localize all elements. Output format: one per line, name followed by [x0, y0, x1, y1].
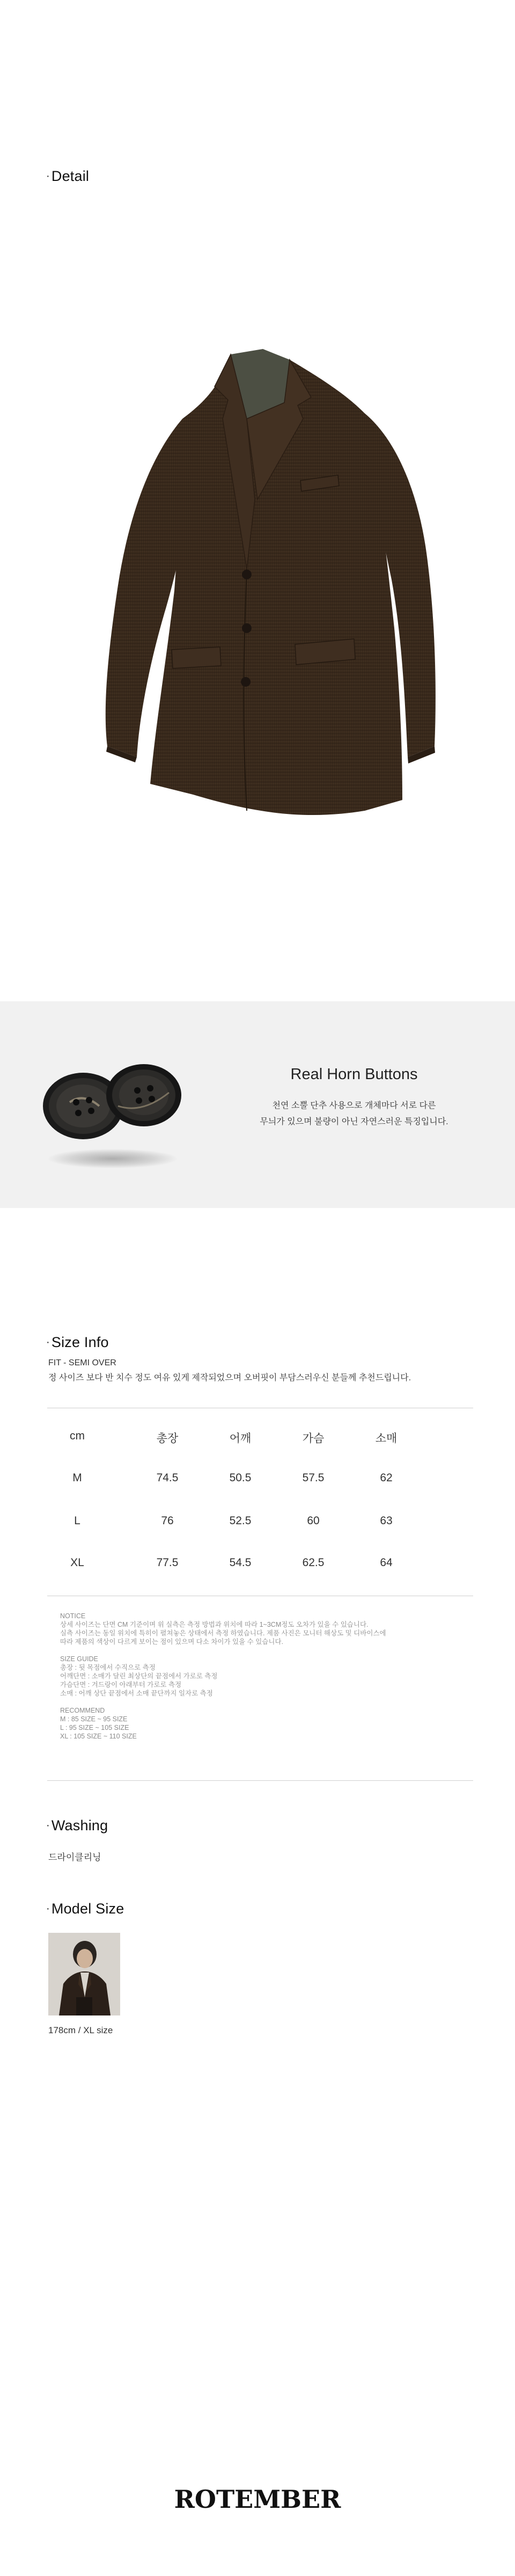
- horn-buttons-desc-line2: 무늬가 있으며 불량이 아닌 자연스러운 특징입니다.: [260, 1117, 448, 1126]
- table-cell: 76: [161, 1515, 174, 1527]
- notice-line: 소매 : 어깨 상단 끝점에서 소매 끝단까지 일자로 측정: [60, 1690, 213, 1697]
- notice-line: 상세 사이즈는 단면 CM 기준이며 위 실측은 측정 방법과 위치에 따라 1~3CM정도 오차가 있을 수 있습니다.: [60, 1621, 369, 1628]
- table-cell: 77.5: [156, 1556, 179, 1569]
- detail-title: Detail: [51, 168, 90, 184]
- model-photo: [48, 1933, 120, 2015]
- notice-line: 따라 제품의 색상이 다르게 보이는 점이 있으며 다소 차이가 있을 수 있습니다.: [60, 1638, 284, 1646]
- horn-buttons-description: [236, 1098, 472, 1130]
- table-header-sleeve: 소매: [375, 1432, 398, 1445]
- fit-description: 정 사이즈 보다 반 치수 정도 여유 있게 제작되었으며 오버핏이 부담스러우신 분들께 추천드립니다.: [48, 1373, 411, 1382]
- model-size-title: Model Size: [51, 1901, 124, 1917]
- table-header-cm: cm: [70, 1430, 85, 1442]
- notice-line: 실측 사이즈는 동일 위치에 특히이 펼쳐놓은 상태에서 측정 하였습니다. 제품 사진은 모니터 해상도 및 디바이스에: [60, 1629, 386, 1637]
- table-cell: 62: [380, 1472, 393, 1484]
- detail-heading: · Detail: [46, 168, 90, 184]
- table-header-chest: 가슴: [302, 1432, 325, 1445]
- notice-spacer: [60, 1698, 446, 1706]
- notice-line: 총장 : 뒷 목점에서 수직으로 측정: [60, 1664, 156, 1671]
- brand-logo: ROTEMBER: [174, 2485, 341, 2514]
- notice-line: 어깨단면 : 소매가 달린 최상단의 끝점에서 가로로 측정: [60, 1672, 218, 1680]
- jacket-product-image: [86, 338, 440, 838]
- notice-line: 가슴단면 : 겨드랑이 아래부터 가로로 측정: [60, 1681, 182, 1689]
- notice-line: RECOMMEND: [60, 1707, 105, 1714]
- divider: [47, 1780, 473, 1781]
- washing-heading: · Washing: [46, 1817, 108, 1833]
- washing-text: 드라이클리닝: [48, 1852, 101, 1862]
- notice-spacer: [60, 1646, 446, 1655]
- table-cell: 62.5: [302, 1556, 325, 1569]
- table-cell: 57.5: [302, 1472, 325, 1484]
- horn-buttons-image: [32, 1055, 193, 1146]
- notice-line: M : 85 SIZE ~ 95 SIZE: [60, 1715, 128, 1723]
- size-notice: [60, 1612, 446, 1741]
- notice-line: L : 95 SIZE ~ 105 SIZE: [60, 1724, 129, 1731]
- washing-title: Washing: [51, 1817, 108, 1833]
- horn-buttons-title: Real Horn Buttons: [290, 1066, 418, 1083]
- table-cell: 64: [380, 1556, 393, 1569]
- table-cell: 74.5: [156, 1472, 179, 1484]
- table-cell: 52.5: [229, 1515, 252, 1527]
- table-cell: 50.5: [229, 1472, 252, 1484]
- table-cell: XL: [70, 1556, 84, 1569]
- table-cell: L: [74, 1515, 80, 1527]
- size-info-title: Size Info: [51, 1334, 109, 1350]
- notice-line: NOTICE: [60, 1612, 86, 1620]
- table-cell: 54.5: [229, 1556, 252, 1569]
- table-cell: 63: [380, 1515, 393, 1527]
- table-header-length: 총장: [156, 1432, 179, 1445]
- table-header-shoulder: 어깨: [229, 1432, 252, 1445]
- model-size-heading: · Model Size: [46, 1901, 124, 1917]
- table-cell: M: [72, 1472, 82, 1484]
- table-cell: 60: [307, 1515, 320, 1527]
- notice-line: XL : 105 SIZE ~ 110 SIZE: [60, 1733, 137, 1740]
- model-size-caption: 178cm / XL size: [48, 2025, 113, 2035]
- button-shadow: [48, 1149, 177, 1168]
- notice-line: SIZE GUIDE: [60, 1655, 98, 1663]
- size-info-heading: · Size Info: [46, 1334, 109, 1350]
- fit-label: FIT - SEMI OVER: [48, 1358, 116, 1367]
- horn-buttons-desc-line1: 천연 소뿔 단추 사용으로 개체마다 서로 다른: [272, 1101, 436, 1110]
